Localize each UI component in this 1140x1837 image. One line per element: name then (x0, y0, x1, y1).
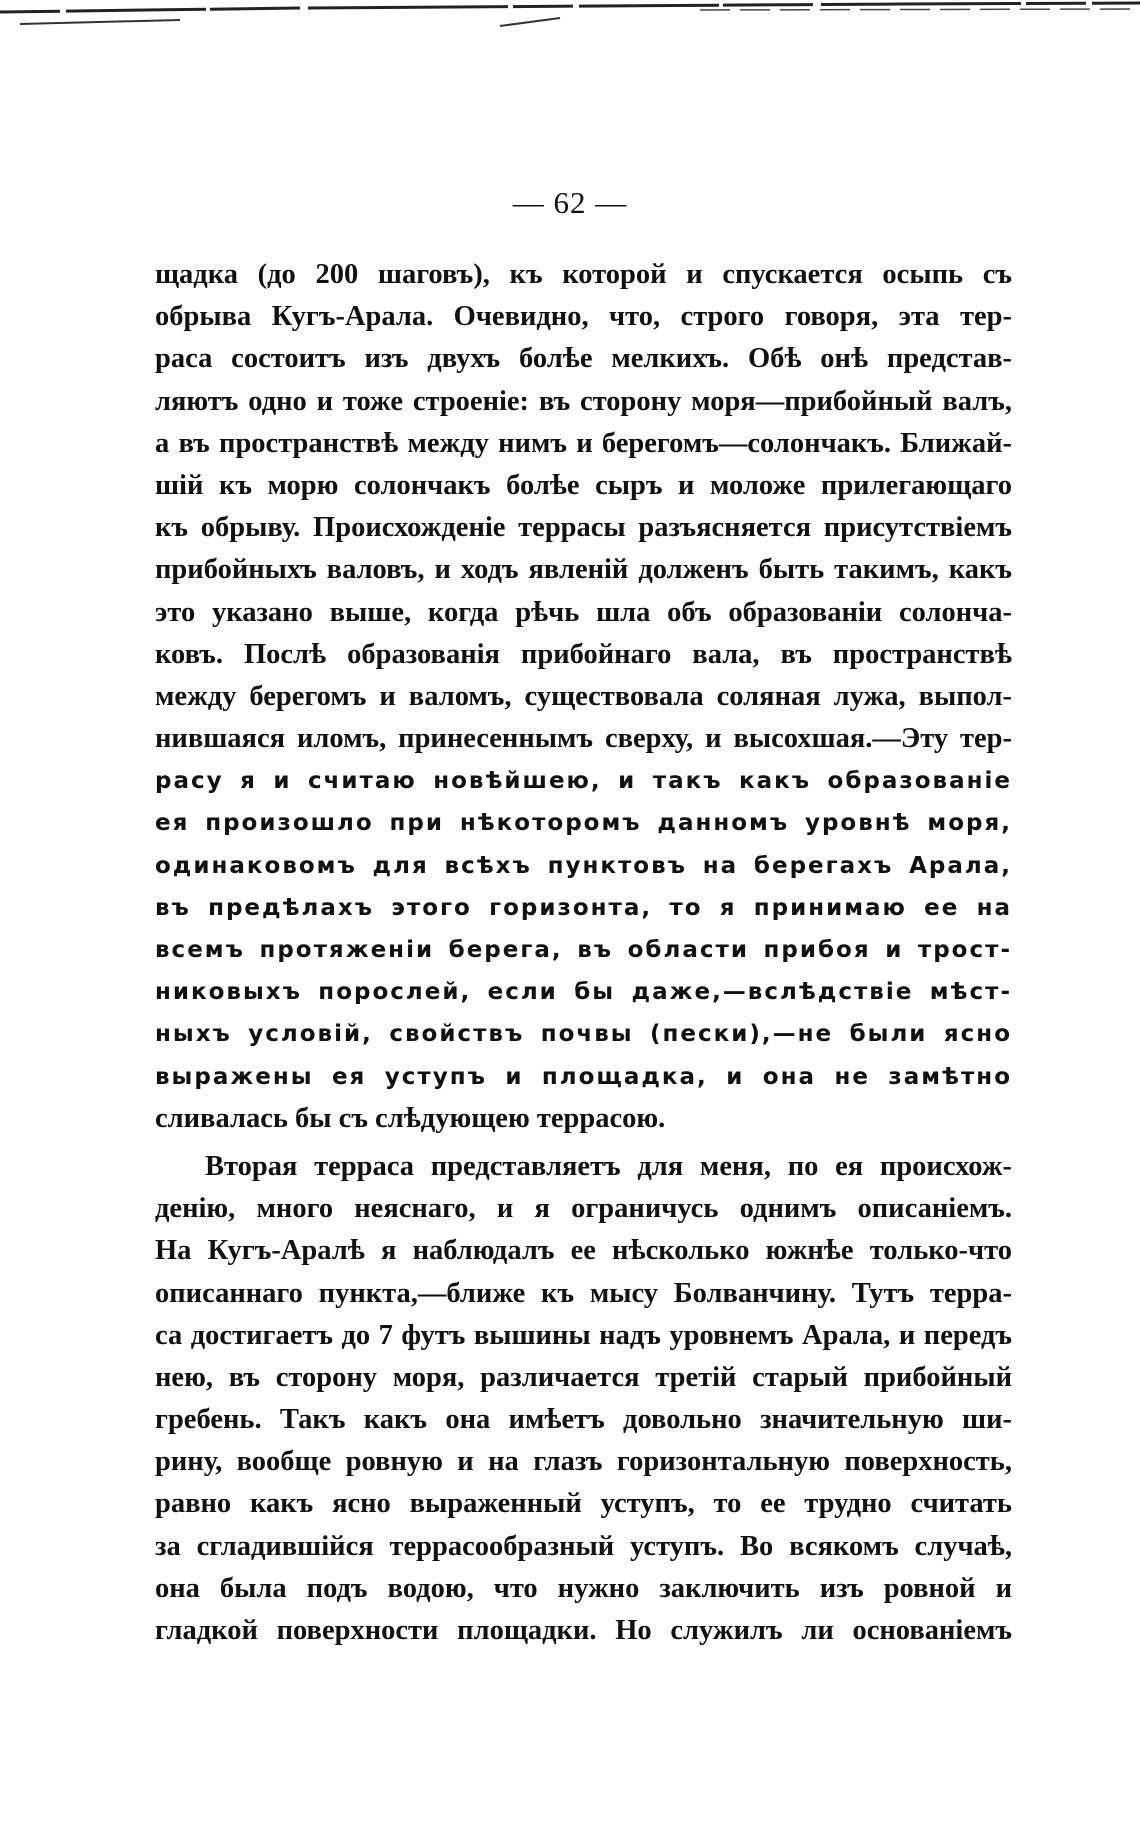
text-line: нею, въ сторону моря, различается третій старый прибойный (155, 1361, 1012, 1393)
text-line: раса состоитъ изъ двухъ болѣе мелкихъ. Обѣ онѣ представ- (155, 343, 1012, 375)
text-line: Вторая терраса представляетъ для меня, по ея происхож- (205, 1150, 1012, 1182)
text-line: ныхъ условій, свойствъ почвы (пески),—не были ясно (155, 1021, 1012, 1048)
text-line: никовыхъ порослей, если бы даже,—вслѣдствіе мѣст- (155, 979, 1012, 1006)
text-line: са достигаетъ до 7 футъ вышины надъ уровнемъ Арала, и передъ (155, 1319, 1012, 1351)
text-line: гладкой поверхности площадки. Но служилъ ли основаніемъ (155, 1615, 1012, 1646)
text-line: равно какъ ясно выраженный уступъ, то ее трудно считать (155, 1488, 1012, 1520)
text-line: щадка (до 200 шаговъ), къ которой и спускается осыпь съ (155, 259, 1012, 290)
text-line: шій къ морю солончакъ болѣе сыръ и моложе прилегающаго (155, 469, 1012, 501)
text-line: между берегомъ и валомъ, существовала соляная лужа, выпол- (155, 680, 1012, 712)
text-line: ея произошло при нѣкоторомъ данномъ уровнѣ моря, (155, 810, 1012, 837)
text-line: описаннаго пункта,—ближе къ мысу Болванчину. Тутъ терра- (155, 1277, 1012, 1309)
text-line: она была подъ водою, что нужно заключить изъ ровной и (155, 1572, 1012, 1604)
text-line: сливалась бы съ слѣдующею террасою. (155, 1102, 666, 1134)
text-line: гребень. Такъ какъ она имѣетъ довольно значительную ши- (155, 1404, 1012, 1436)
page-number: — 62 — (512, 185, 628, 220)
text-line: выражены ея уступъ и площадка, и она не замѣтно (155, 1063, 1012, 1090)
text-line: къ обрыву. Происхожденіе террасы разъясняется присутствіемъ (155, 512, 1012, 544)
text-line: нившаяся иломъ, принесеннымъ сверху, и высохшая.—Эту тер- (155, 723, 1012, 755)
text-line: одинаковомъ для всѣхъ пунктовъ на берегахъ Арала, (155, 852, 1012, 879)
paragraph (155, 254, 1012, 1140)
text-line: за сгладившійся террасообразный уступъ. Во всякомъ случаѣ, (155, 1530, 1012, 1562)
text-line: расу я и считаю новѣйшею, и такъ какъ образованіе (155, 768, 1012, 795)
text-line: въ предѣлахъ этого горизонта, то я принимаю ее на (155, 894, 1012, 921)
text-line: прибойныхъ валовъ, и ходъ явленій долженъ быть такимъ, какъ (155, 554, 1012, 586)
text-line: всемъ протяженіи берега, въ области прибоя и трост- (155, 937, 1012, 963)
text-line: обрыва Кугъ-Арала. Очевидно, что, строго говоря, эта тер- (155, 301, 1012, 333)
text-line: это указано выше, когда рѣчь шла объ образованіи солонча- (155, 596, 1012, 628)
text-line: ляютъ одно и тоже строеніе: въ сторону моря—прибойный валъ, (155, 385, 1012, 417)
paragraph (155, 1146, 1012, 1652)
scan-edge-marks (0, 0, 1140, 40)
text-line: денію, много неяснаго, и я ограничусь однимъ описаніемъ. (155, 1193, 1012, 1225)
body-text (155, 254, 1012, 1652)
text-line: На Кугъ-Аралѣ я наблюдалъ ее нѣсколько южнѣе только-что (155, 1235, 1012, 1267)
text-line: а въ пространствѣ между нимъ и берегомъ—солончакъ. Ближай- (155, 427, 1012, 459)
text-line: рину, вообще ровную и на глазъ горизонтальную поверхность, (155, 1446, 1012, 1478)
text-line: ковъ. Послѣ образованія прибойнаго вала, въ пространствѣ (155, 638, 1012, 670)
